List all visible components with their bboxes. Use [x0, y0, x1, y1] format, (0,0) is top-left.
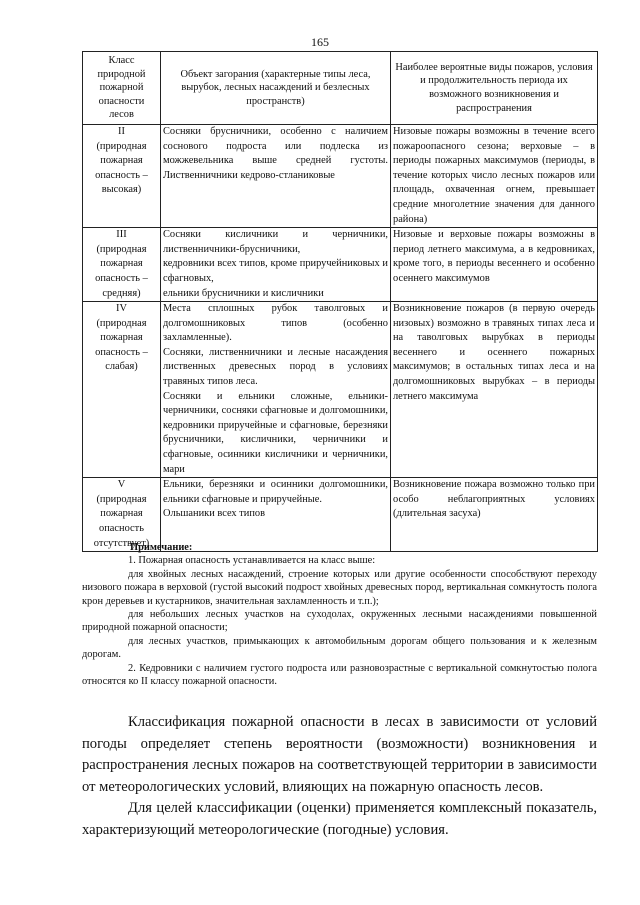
- hazard-class-line: средняя): [102, 287, 141, 299]
- cell-fire-types: [391, 228, 598, 302]
- cell-fire-types: [391, 124, 598, 227]
- fire-types-text: Возникновение пожаров (в первую очередь низовых) возможно в травяных типах леса и на таволговых вырубках в периоды весеннего и осеннего пожарных максимумов; в остальных типах леса и на долгомошниковых вырубках – в периоды летнего максимума: [393, 303, 595, 402]
- hazard-class-line: слабая): [105, 361, 138, 373]
- cell-hazard-class: [83, 302, 161, 478]
- fire-types-text: Возникновение пожара возможно только при особо неблагоприятных условиях (длительная засуха): [393, 479, 595, 520]
- header-fire-types: Наиболее вероятные виды пожаров, условия и продолжительность периода их возможного возникновения и распространения: [391, 52, 598, 125]
- hazard-class-line: (природная: [96, 140, 147, 152]
- body-text: [82, 712, 597, 841]
- hazard-class-line: IV: [116, 303, 127, 315]
- hazard-class-line: (природная: [96, 243, 147, 255]
- ignition-object-text: кедровники всех типов, кроме приручейниковых и сфагновых,: [163, 258, 388, 284]
- header-object: Объект загорания (характерные типы леса, вырубок, лесных насаждений и безлесных пространств): [161, 52, 391, 125]
- note-item: 2. Кедровники с наличием густого подроста или разновозрастные с вертикальной сомкнутостью полога относятся ко II классу пожарной опасности.: [82, 662, 597, 688]
- hazard-class-line: V: [117, 479, 126, 491]
- ignition-object-text: Ельники, березняки и осинники долгомошники, ельники сфагновые и приручейные.: [163, 479, 388, 505]
- table-notes: [82, 541, 597, 688]
- table-row: [83, 228, 598, 302]
- hazard-class-line: отсутствует): [93, 537, 150, 549]
- header-class: Класс природной пожарной опасности лесов: [83, 52, 161, 125]
- cell-ignition-object: [161, 302, 391, 478]
- ignition-object-text: Места сплошных рубок таволговых и долгомошниковых типов (особенно захламленные).: [163, 303, 388, 344]
- ignition-object-text: Сосняки брусничники, особенно с наличием соснового подроста или подлеска из можжевельника выше средней густоты. Лиственничники кедрово-стланиковые: [163, 125, 388, 181]
- fire-types-text: Низовые пожары возможны в течение всего пожароопасного сезона; верховые – в периоды пожарных максимумов (периоды, в течение которых число лесных пожаров или площадь, охваченная огнем, превышает средние многолетние значения для данного района): [393, 125, 595, 225]
- cell-ignition-object: [161, 124, 391, 227]
- hazard-class-line: высокая): [101, 184, 142, 196]
- page-number: 165: [311, 35, 329, 49]
- fire-types-text: Низовые и верховые пожары возможны в период летнего максимума, а в кедровниках, кроме того, в периоды весеннего и особенно осеннего максимумов: [393, 229, 595, 284]
- cell-ignition-object: [161, 228, 391, 302]
- hazard-class-line: опасность –: [95, 346, 148, 358]
- ignition-object-text: Сосняки кисличники и черничники, лиственничники-брусничники,: [163, 229, 388, 255]
- hazard-class-line: (природная: [96, 493, 147, 505]
- hazard-class-line: опасность: [99, 523, 144, 534]
- hazard-class-line: пожарная: [100, 155, 143, 167]
- cell-hazard-class: [83, 124, 161, 227]
- hazard-class-line: II: [118, 125, 125, 137]
- hazard-class-line: опасность –: [95, 272, 148, 284]
- ignition-object-text: Сосняки, лиственничники и лесные насаждения лиственных древесных пород в условиях травяных типов леса.: [163, 346, 388, 388]
- body-paragraph: Для целей классификации (оценки) применяется комплексный показатель, характеризующий метеорологические (погодные) условия.: [82, 800, 597, 838]
- table-header-row: [83, 52, 598, 125]
- table-row: [83, 302, 598, 478]
- hazard-class-line: опасность –: [95, 169, 148, 181]
- ignition-object-text: Ольшаники всех типов: [163, 508, 265, 520]
- table-body: [83, 124, 598, 551]
- fire-hazard-classification-table: [82, 51, 598, 552]
- hazard-class-line: III: [116, 229, 127, 241]
- notes-list: [82, 554, 597, 688]
- cell-hazard-class: [83, 228, 161, 302]
- cell-fire-types: [391, 302, 598, 478]
- body-paragraph: Классификация пожарной опасности в лесах в зависимости от условий погоды определяет степень вероятности (возможности) возникновения и распространения лесных пожаров на соответствующей территории в зависимости от метеорологических условий, влияющих на пожарную опасность лесов.: [82, 714, 597, 795]
- note-item: для хвойных лесных насаждений, строение которых или другие особенности способствуют переходу низового пожара в верховой (густой высокий подрост хвойных древесных пород, вертикальная сомкнутость полога крон деревьев и кустарников, значительная захламленность и т.п.);: [82, 568, 597, 607]
- hazard-class-line: пожарная: [100, 258, 143, 270]
- hazard-class-line: пожарная: [100, 332, 143, 344]
- hazard-class-line: (природная: [96, 317, 147, 329]
- note-item: для небольших лесных участков на суходолах, окруженных лесными насаждениями повышенной природной пожарной опасности;: [82, 609, 597, 634]
- note-item: 1. Пожарная опасность устанавливается на класс выше:: [128, 555, 376, 567]
- ignition-object-text: Сосняки и ельники сложные, ельники-черничники, сосняки сфагновые и долгомошники, кедровники приручейные и сфагновые, березняки брусничники, кисличники, черничники и сфагновые, осинники кисличники и черничники, мари: [163, 390, 388, 475]
- table-row: [83, 124, 598, 227]
- ignition-object-text: ельники брусничники и кисличники: [163, 287, 324, 299]
- hazard-class-line: пожарная: [100, 508, 143, 520]
- note-item: для лесных участков, примыкающих к автомобильным дорогам общего пользования и к железным дорогам.: [82, 635, 597, 661]
- notes-title: Примечание:: [130, 542, 193, 553]
